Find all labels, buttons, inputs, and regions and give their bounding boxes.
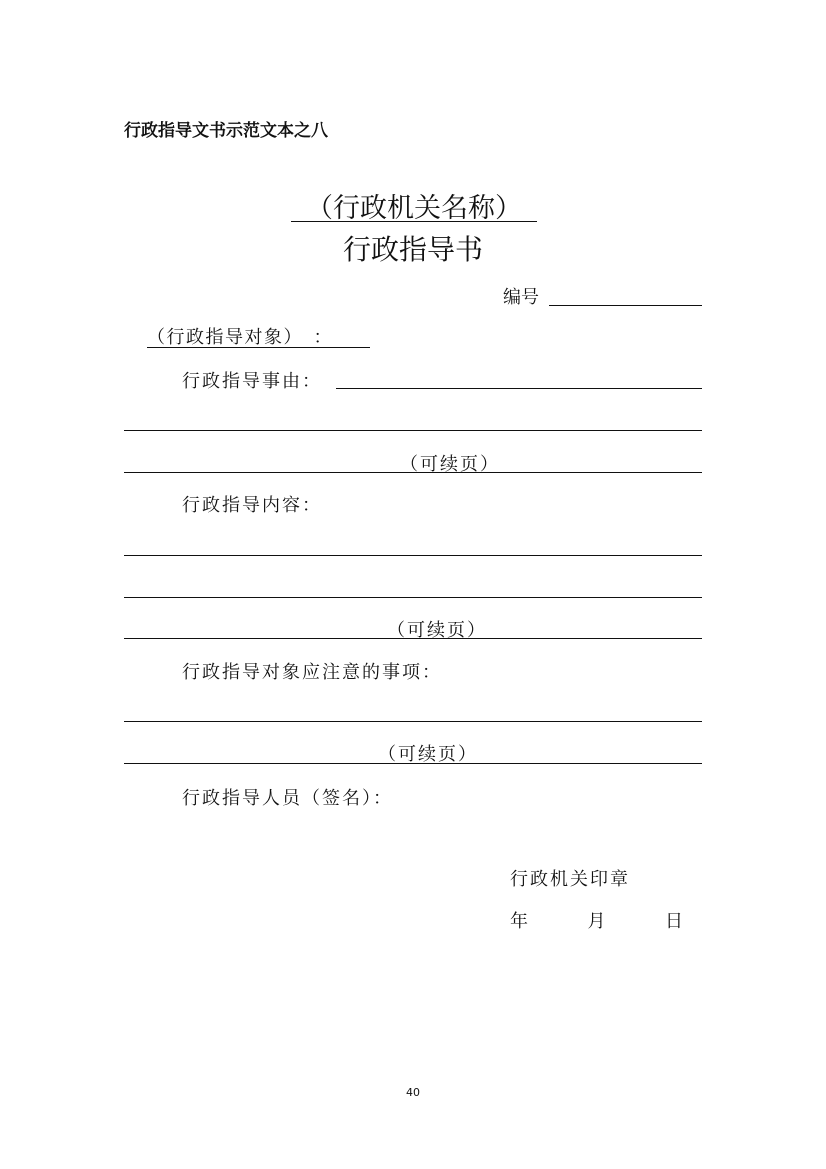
- series-title: 行政指导文书示范文本之八: [124, 121, 328, 141]
- month-label: 月: [587, 911, 606, 932]
- reason-line-3[interactable]: [124, 472, 702, 473]
- number-label: 编号: [503, 287, 539, 308]
- content-line-2[interactable]: [124, 597, 702, 598]
- reason-label: 行政指导事由：: [182, 371, 322, 392]
- recipient-label: （行政指导对象） ：: [147, 327, 333, 348]
- year-label: 年: [510, 911, 528, 932]
- recipient-underline[interactable]: [147, 347, 370, 348]
- notes-line-2[interactable]: [124, 763, 702, 764]
- notes-label: 行政指导对象应注意的事项：: [182, 662, 442, 683]
- continuation-label-3: （可续页）: [378, 744, 478, 765]
- reason-line-1[interactable]: [336, 388, 702, 389]
- agency-name-underline: [291, 221, 537, 222]
- date-line: [510, 907, 683, 933]
- content-line-3[interactable]: [124, 638, 702, 639]
- content-label: 行政指导内容：: [182, 495, 322, 516]
- day-label: 日: [664, 911, 683, 932]
- reason-line-2[interactable]: [124, 430, 702, 431]
- continuation-label-2: （可续页）: [387, 620, 487, 641]
- agency-seal-label: 行政机关印章: [510, 869, 630, 890]
- number-field-line[interactable]: [549, 305, 702, 306]
- content-line-1[interactable]: [124, 555, 702, 556]
- agency-name: （行政机关名称）: [306, 193, 522, 224]
- page-number: 40: [406, 1086, 420, 1099]
- notes-line-1[interactable]: [124, 721, 702, 722]
- document-title: 行政指导书: [342, 233, 483, 266]
- staff-signature-label: 行政指导人员（签名）：: [182, 788, 393, 809]
- continuation-label-1: （可续页）: [400, 454, 500, 475]
